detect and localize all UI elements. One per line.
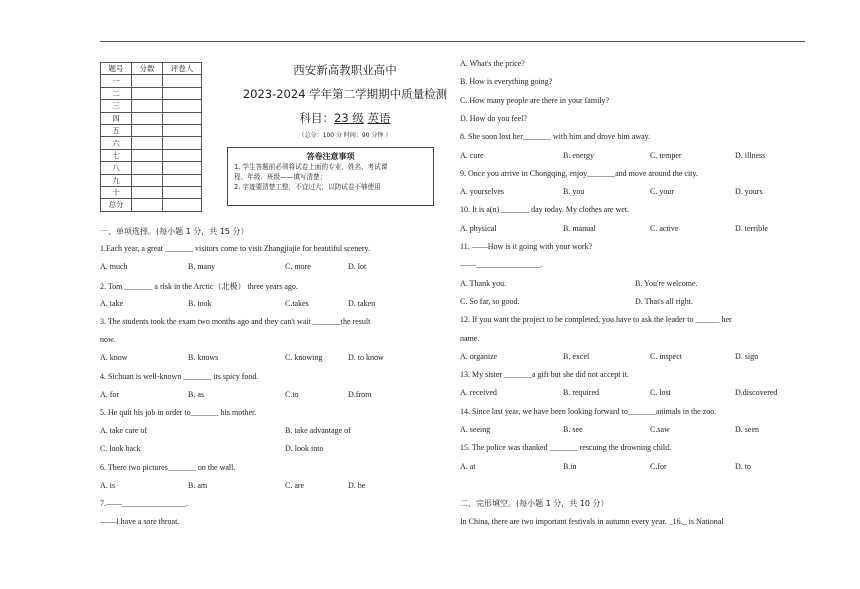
question-line: 9. Once you arrive in Chongqing, enjoy_______and move around the city. — [460, 168, 698, 178]
score-cell — [132, 162, 163, 174]
question-number: 五 — [101, 124, 132, 136]
score-cell — [132, 124, 163, 136]
score-row — [101, 87, 202, 99]
answer-option: B. see — [563, 425, 583, 434]
question-number: 六 — [101, 137, 132, 149]
answer-option: A. seeing — [460, 425, 491, 434]
answer-option: C.to — [285, 389, 299, 399]
answer-option: D. taken — [348, 298, 376, 308]
question-line: 5. He quit his job in order to_______ his mother. — [100, 408, 257, 417]
exam-meta: （总分：100 分 时间：90 分钟 ） — [298, 132, 392, 139]
grader-cell — [163, 186, 202, 198]
question-line: 7.——________________. — [100, 499, 188, 508]
score-cell — [132, 199, 163, 211]
school-name: 西安新高教职业高中 — [293, 63, 397, 77]
answer-option: D.from — [348, 389, 372, 399]
question-line: C. How many people are there in your family? — [460, 95, 610, 105]
answer-option: A. yourselves — [460, 187, 504, 197]
subject-name: 英语 — [367, 111, 391, 125]
grader-cell — [163, 174, 202, 186]
score-table-header — [101, 63, 202, 75]
question-number: 一 — [101, 75, 132, 87]
header-cell: 分数 — [132, 63, 163, 75]
question-number: 八 — [101, 162, 132, 174]
subject-grade: 23 级 — [334, 111, 364, 125]
answer-option: C.saw — [650, 425, 670, 434]
exam-subject — [260, 110, 430, 126]
score-cell — [132, 112, 163, 124]
answer-option: A. at — [460, 461, 476, 471]
notice-item: 程、年级、班级——填写清楚； — [234, 173, 327, 181]
question-line: ——________________. — [460, 260, 542, 270]
grader-cell — [163, 162, 202, 174]
answer-option: D. yours — [735, 187, 763, 197]
question-line: 12. If you want the project to be completed, you have to ask the leader to ______ her — [460, 315, 732, 325]
score-cell — [132, 75, 163, 87]
question-line: 8. She soon lost her_______ with him and drove him away. — [460, 132, 651, 142]
answer-option: B.in — [563, 461, 577, 471]
score-row — [101, 174, 202, 186]
answer-option: A. take care of — [100, 426, 148, 436]
grader-cell — [163, 87, 202, 99]
grader-cell — [163, 124, 202, 136]
answer-option: D.discovered — [735, 388, 778, 398]
score-cell — [132, 87, 163, 99]
answer-option: A. physical — [460, 223, 497, 233]
score-row — [101, 100, 202, 112]
score-cell — [132, 186, 163, 198]
answer-option: A. Thank you. — [460, 278, 507, 288]
section-heading: 一、单项选择。(每小题 1 分，共 15 分） — [100, 227, 249, 236]
answer-option: A. for — [100, 389, 120, 399]
answer-option: A. received — [460, 388, 497, 398]
total-label: 总分 — [101, 199, 132, 211]
answer-option: B. excel — [563, 351, 590, 361]
question-number: 十 — [101, 186, 132, 198]
question-line: 2. Tom _______ a risk in the Arctic（北极） three years ago. — [100, 281, 298, 291]
answer-option: C. active — [650, 223, 679, 233]
answer-option: C. your — [650, 187, 674, 197]
answer-option: C. lost — [650, 388, 671, 398]
answer-option: C.takes — [285, 298, 309, 308]
score-row — [101, 75, 202, 87]
answer-option: D. to — [735, 461, 751, 471]
answer-option: B. many — [188, 262, 216, 272]
answer-option: B. take advantage of — [285, 426, 351, 436]
answer-option: D. illness — [735, 150, 766, 160]
question-line: D. How do you feel? — [460, 113, 527, 123]
answer-option: D. seen — [735, 425, 759, 434]
answer-option: D. to know — [348, 353, 384, 363]
grader-cell — [163, 149, 202, 161]
answer-option: B. took — [188, 298, 212, 308]
answer-option: D. lot — [348, 262, 367, 272]
question-line: ——I have a sore throat. — [100, 517, 180, 527]
answer-option: A. cure — [460, 150, 484, 160]
question-line: 4. Sichuan is well-known _______ its spicy food. — [100, 371, 259, 381]
notice-item: 1. 学生答题前必须将试卷上面的专业、姓名、考试课 — [234, 163, 388, 171]
question-line: 10. It is a(n) _______ day today. My clothes are wet. — [460, 205, 629, 215]
answer-option: D. That's all right. — [635, 296, 693, 306]
grader-cell — [163, 100, 202, 112]
notice-title: 答卷注意事项 — [306, 152, 355, 161]
answer-option: B. energy — [563, 150, 594, 160]
question-line: 11. ——How is it going with your work? — [460, 242, 593, 251]
question-number: 二 — [101, 87, 132, 99]
score-cell — [132, 137, 163, 149]
answer-option: D. sign — [735, 351, 759, 361]
answer-option: B. as — [188, 389, 204, 399]
answer-option: A. know — [100, 353, 128, 363]
header-cell: 评卷人 — [163, 63, 202, 75]
subject-prefix: 科目： — [299, 111, 335, 125]
question-line: In China, there are two important festivals in autumn every year. _16._ is National — [460, 516, 724, 526]
score-row — [101, 149, 202, 161]
answer-option: C. So far, so good. — [460, 296, 520, 306]
notice-box — [227, 147, 434, 206]
score-table — [100, 62, 202, 212]
answer-option: B. You're welcome. — [635, 278, 698, 288]
answer-option: B. required — [563, 388, 599, 398]
answer-option: D. look into — [285, 444, 324, 454]
question-number: 四 — [101, 112, 132, 124]
exam-term: 2023-2024 学年第二学期期中质量检测 — [242, 87, 448, 101]
answer-option: C. look back — [100, 444, 141, 454]
question-line: 3. The students took the exam two months ago and they can't wait _______the result — [100, 317, 371, 326]
top-rule — [100, 41, 805, 42]
grader-cell — [163, 137, 202, 149]
score-cell — [132, 174, 163, 186]
score-row — [101, 162, 202, 174]
answer-option: B. you — [563, 187, 585, 197]
answer-option: A. is — [100, 480, 116, 490]
grader-cell — [163, 112, 202, 124]
answer-option: C.for — [650, 461, 667, 471]
header-cell: 题号 — [101, 63, 132, 75]
answer-option: A. take — [100, 298, 124, 308]
answer-option: B. knows — [188, 353, 219, 363]
question-line: 14. Since last year, we have been looking forward to_______animals in the zoo. — [460, 406, 717, 416]
answer-option: B. am — [188, 480, 208, 490]
score-row-total — [101, 199, 202, 211]
question-number: 九 — [101, 174, 132, 186]
grader-cell — [163, 199, 202, 211]
answer-option: D. be — [348, 480, 366, 490]
question-line: B. How is everything going? — [460, 77, 553, 87]
answer-option: A. much — [100, 262, 128, 272]
score-row — [101, 112, 202, 124]
answer-option: A. organize — [460, 351, 498, 361]
question-line: A. What's the price? — [460, 59, 525, 68]
notice-item: 2. 字迹要清楚工整，不宜过大，以防试卷不够使用 — [234, 183, 381, 191]
question-line: 6. There two pictures_______ on the wall. — [100, 462, 236, 472]
question-line: name. — [460, 333, 480, 343]
answer-option: C. are — [285, 480, 305, 490]
section-heading: 二、完形填空。(每小题 1 分，共 10 分） — [460, 499, 609, 509]
question-line: now. — [100, 335, 116, 345]
question-line: 1.Each year, a great _______ visitors come to visit Zhangjiajie for beautiful scenery. — [100, 244, 370, 254]
answer-option: C. more — [285, 262, 311, 272]
score-cell — [132, 100, 163, 112]
question-number: 三 — [101, 100, 132, 112]
question-line: 13. My sister _______a gift but she did not accept it. — [460, 370, 629, 380]
grader-cell — [163, 75, 202, 87]
score-row — [101, 186, 202, 198]
question-number: 七 — [101, 149, 132, 161]
score-row — [101, 124, 202, 136]
question-line: 15. The police was thanked _______ rescuing the drowning child. — [460, 443, 672, 453]
answer-option: C. temper — [650, 150, 682, 160]
answer-option: D. terrible — [735, 223, 768, 233]
answer-option: C. knowing — [285, 353, 323, 363]
score-row — [101, 137, 202, 149]
answer-option: C. inspect — [650, 351, 682, 361]
answer-option: B. manual — [563, 223, 596, 233]
score-cell — [132, 149, 163, 161]
